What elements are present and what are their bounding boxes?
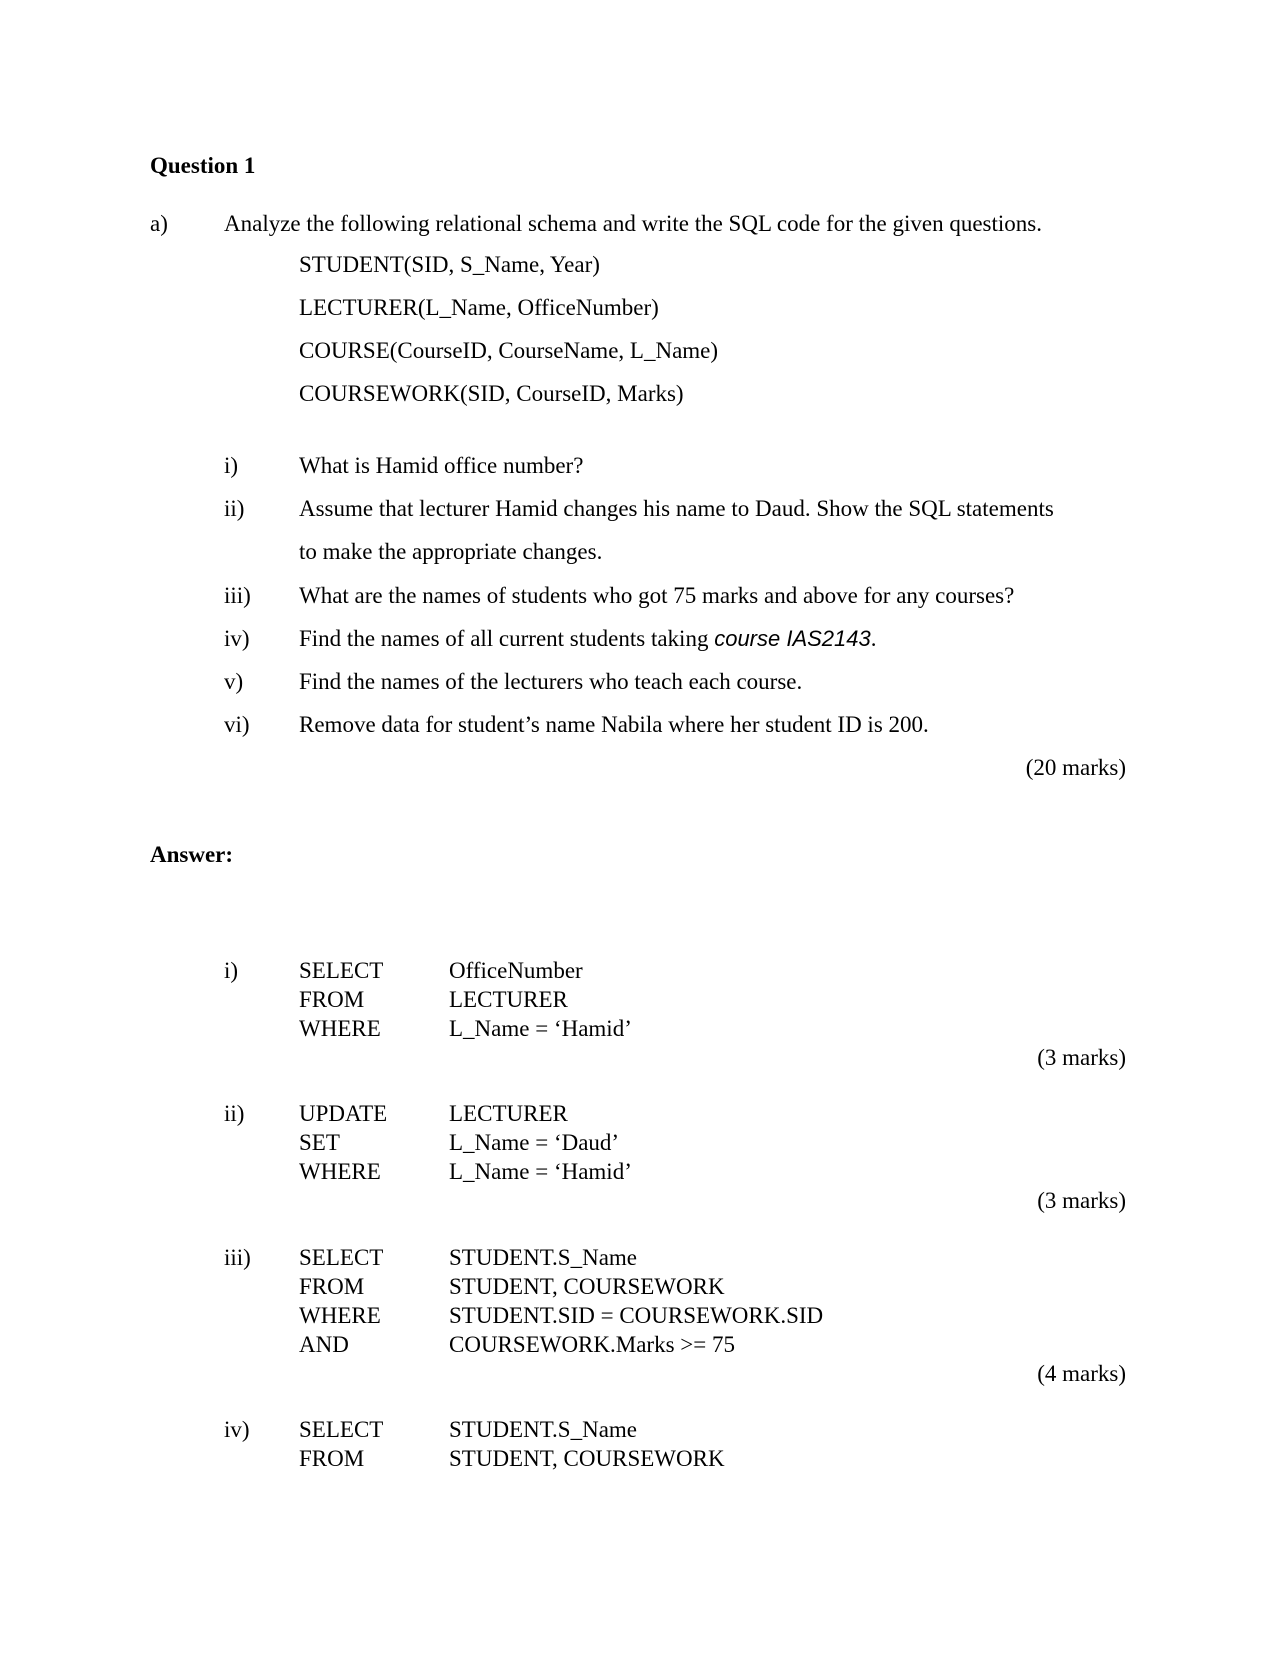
sql-value: L_Name = ‘Hamid’ bbox=[449, 1016, 632, 1041]
item-text: Find the names of the lecturers who teach each course. bbox=[299, 669, 803, 694]
item-number: ii) bbox=[224, 496, 245, 521]
schema-lecturer: LECTURER(L_Name, OfficeNumber) bbox=[299, 295, 659, 320]
sql-keyword: SELECT bbox=[299, 958, 384, 983]
sql-keyword: WHERE bbox=[299, 1159, 381, 1184]
sql-keyword: AND bbox=[299, 1332, 349, 1357]
sql-value: L_Name = ‘Daud’ bbox=[449, 1130, 620, 1155]
answer-marks: (3 marks) bbox=[1037, 1188, 1126, 1213]
sql-keyword: UPDATE bbox=[299, 1101, 388, 1126]
item-text-tail: . bbox=[870, 626, 877, 651]
answer-marks: (3 marks) bbox=[1037, 1045, 1126, 1070]
sql-keyword: SELECT bbox=[299, 1417, 384, 1442]
total-marks: (20 marks) bbox=[1025, 755, 1126, 780]
item-number: vi) bbox=[224, 712, 250, 737]
sql-keyword: SELECT bbox=[299, 1245, 384, 1270]
item-number: v) bbox=[224, 669, 244, 694]
answer-number: iii) bbox=[224, 1245, 251, 1270]
item-text: What are the names of students who got 75 marks and above for any courses? bbox=[299, 583, 1015, 608]
sql-keyword: FROM bbox=[299, 987, 365, 1012]
sql-value: STUDENT.S_Name bbox=[449, 1245, 638, 1270]
sql-keyword: SET bbox=[299, 1130, 340, 1155]
item-number: iii) bbox=[224, 583, 251, 608]
answer-number: iv) bbox=[224, 1417, 250, 1442]
sql-keyword: WHERE bbox=[299, 1016, 381, 1041]
question-intro: Analyze the following relational schema and write the SQL code for the given questions. bbox=[224, 211, 1042, 236]
sql-value: STUDENT.SID = COURSEWORK.SID bbox=[449, 1303, 824, 1328]
sql-value: STUDENT, COURSEWORK bbox=[449, 1274, 725, 1299]
item-text: What is Hamid office number? bbox=[299, 453, 584, 478]
schema-student: STUDENT(SID, S_Name, Year) bbox=[299, 252, 600, 277]
sql-value: OfficeNumber bbox=[449, 958, 583, 983]
sql-value: L_Name = ‘Hamid’ bbox=[449, 1159, 632, 1184]
item-text: Assume that lecturer Hamid changes his name to Daud. Show the SQL statements bbox=[299, 496, 1054, 521]
answer-title: Answer: bbox=[150, 842, 234, 867]
schema-coursework: COURSEWORK(SID, CourseID, Marks) bbox=[299, 381, 684, 406]
sql-keyword: FROM bbox=[299, 1446, 365, 1471]
item-text-continued: to make the appropriate changes. bbox=[299, 539, 603, 564]
schema-course: COURSE(CourseID, CourseName, L_Name) bbox=[299, 338, 719, 363]
sql-value: LECTURER bbox=[449, 987, 568, 1012]
item-number: i) bbox=[224, 453, 239, 478]
course-code: course IAS2143 bbox=[714, 626, 871, 651]
part-label: a) bbox=[150, 211, 168, 236]
question-title: Question 1 bbox=[150, 153, 256, 178]
sql-keyword: FROM bbox=[299, 1274, 365, 1299]
item-text-main: Find the names of all current students taking bbox=[299, 626, 715, 651]
sql-value: COURSEWORK.Marks >= 75 bbox=[449, 1332, 735, 1357]
item-number: iv) bbox=[224, 626, 250, 651]
answer-number: i) bbox=[224, 958, 239, 983]
answer-marks: (4 marks) bbox=[1037, 1361, 1126, 1386]
answer-number: ii) bbox=[224, 1101, 245, 1126]
item-text: Remove data for student’s name Nabila where her student ID is 200. bbox=[299, 712, 929, 737]
sql-value: STUDENT.S_Name bbox=[449, 1417, 638, 1442]
sql-value: LECTURER bbox=[449, 1101, 568, 1126]
sql-keyword: WHERE bbox=[299, 1303, 381, 1328]
sql-value: STUDENT, COURSEWORK bbox=[449, 1446, 725, 1471]
item-text bbox=[299, 627, 877, 650]
